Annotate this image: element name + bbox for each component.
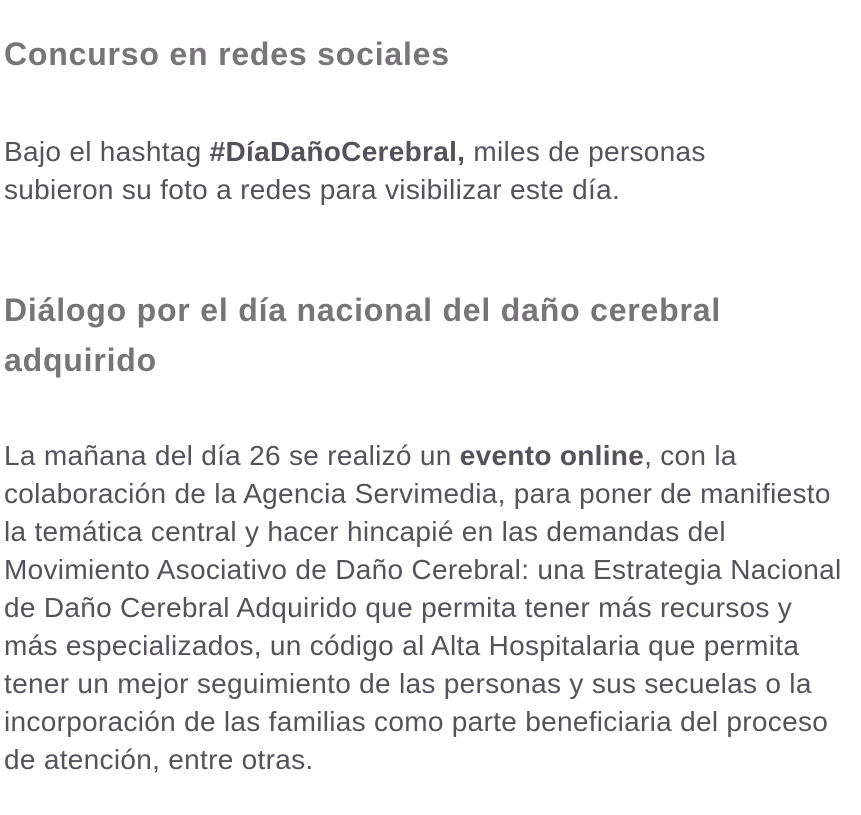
text-run: , con la colaboración de la Agencia Servimedia, para poner de manifiesto la temática central y hacer hincapié en las demandas del Movimiento Asociativo de Daño Cerebral: una Estrategia Nacional de Daño Cerebral Adquirido que permita tener más recursos y más especializados, un código al Alta Hospitalaria que permita tener un mejor seguimiento de las personas y sus secuelas o la incorporación de las familias como parte beneficiaria del proceso de atención, entre otras. bbox=[4, 440, 842, 775]
dialogue-day-heading: Diálogo por el día nacional del daño cerebral adquirido bbox=[4, 292, 722, 378]
bold-text-run: #DíaDañoCerebral, bbox=[209, 136, 466, 167]
text-run: Bajo el hashtag bbox=[4, 136, 210, 167]
dialogue-day-paragraph bbox=[4, 437, 846, 779]
bold-text-run: evento online bbox=[459, 440, 645, 471]
text-run: La mañana del día 26 se realizó un bbox=[4, 440, 460, 471]
social-contest-paragraph bbox=[4, 133, 819, 209]
social-contest-heading: Concurso en redes sociales bbox=[4, 36, 450, 72]
text-run: miles de personas subieron su foto a redes para visibilizar este día. bbox=[4, 136, 706, 205]
